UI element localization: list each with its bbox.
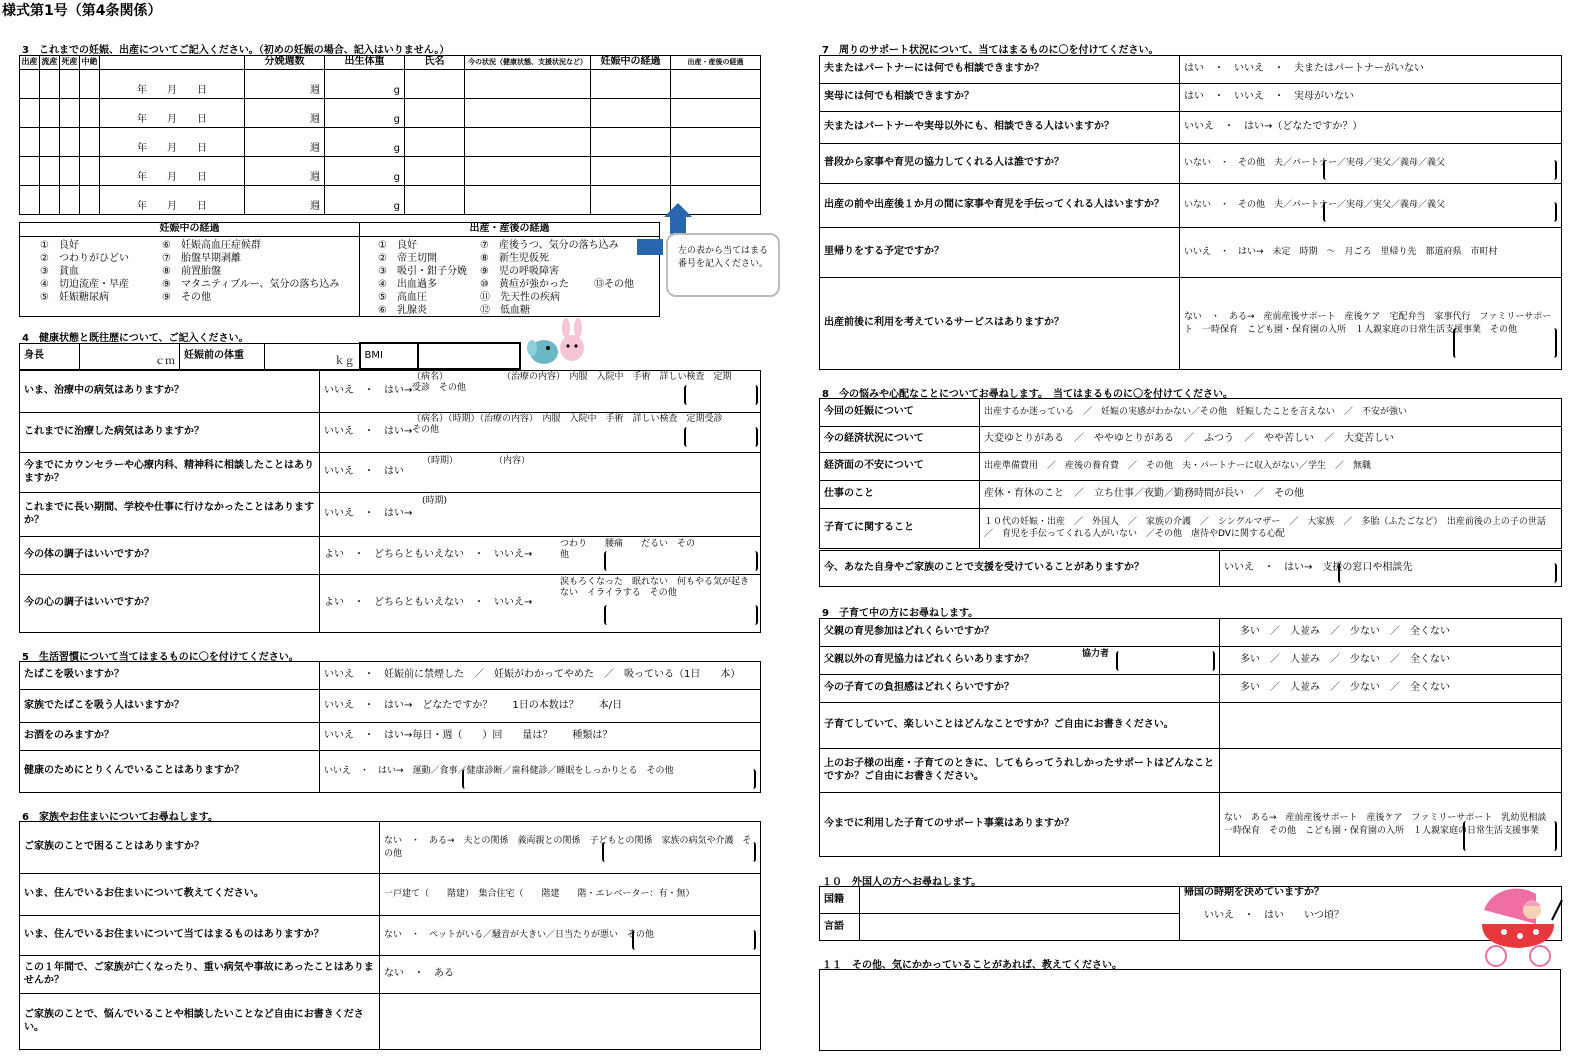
header-weight: 出生体重 [325,56,405,70]
history-row[interactable] [20,98,761,127]
header-pregnancy-course: 妊娠中の経過 [591,56,671,70]
answer-options[interactable]: 出産準備費用 ／ 産後の養育費 ／ その他 夫・パートナーに収入がない／学生 ／ 無職 [980,453,1562,481]
question: 今、あなた自身やご家族のことで支援を受けていることがありますか？ [820,551,1220,587]
answer-options[interactable]: 多い ／ 人並み ／ 少ない ／ 全くない [1220,675,1562,703]
question: 家族でたばこを吸う人はいますか？ [20,690,320,723]
history-weight[interactable]: g [325,156,405,185]
answer-detail[interactable]: (時期) [422,496,448,506]
question: いま、住んでいるお住まいについて当てはまるものはありますか？ [20,916,380,956]
history-weight[interactable]: g [325,98,405,127]
answer-options[interactable]: はい ・ いいえ ・ 夫またはパートナーがいない [1180,56,1562,84]
question: 子育てに関すること [820,509,980,549]
bmi-label: BMI [360,343,418,369]
other-concerns-field[interactable] [819,969,1561,1051]
answer-options[interactable]: １０代の妊娠・出産 ／ 外国人 ／ 家族の介護 ／ シングルマザー ／ 大家族 ／ 多胎（ふたごなど） 出産前後の上の子の世話 ／ 育児を手伝ってくれる人がいない ／その他 虐待やDVに関する心配 [980,509,1562,549]
answer-options[interactable]: いない ・ その他 夫／パートナー／実母／実父／義母／義父 [1184,200,1446,211]
legend-item: ⑬その他 [594,278,634,290]
answer-detail[interactable]: （時期） （内容） [422,456,531,466]
return-question: 帰国の時期を決めていますか？ [1184,887,1324,898]
header-abortion: 中絶 [80,56,100,70]
legend-item: ③ 吸引・鉗子分娩 [378,265,467,277]
return-options[interactable]: いいえ ・ はい いつ頃？ [1204,909,1344,921]
helper-bracket[interactable] [1116,651,1215,671]
answer-detail[interactable]: 涙もろくなった 眠れない 何もやる気が起きない イライラする その他 [560,577,750,599]
legend-item: ⑨ 児の呼吸障害 [480,265,559,277]
question: 上のお子様の出産・子育てのときに、してもらってうれしかったサポートはどんなことですか？ご自由にお書きください。 [820,749,1220,793]
answer-options[interactable]: いいえ ・ はい→ 支援の窓口や相談先 [1224,562,1413,574]
height-field[interactable]: ｃｍ [80,343,180,369]
question: 父親以外の育児協力はどれくらいありますか？ [824,654,1034,666]
note-callout: 左の表から当てはまる番号を記入ください。 [666,233,780,297]
answer-options[interactable]: いいえ ・ はい→ 運動／食事／健康診断／歯科健診／睡眠をしっかりとる その他 [324,766,674,777]
support-table [819,55,1562,370]
question: 夫またはパートナーや実母以外にも、相談できる人はいますか？ [820,112,1180,144]
history-weight[interactable]: g [325,127,405,156]
foreigner-table [819,886,1562,941]
answer-options[interactable]: いいえ ・ はい→（どなたですか？） [1180,112,1562,144]
legend-item: ⑪ 先天性の疾病 [480,291,560,303]
answer-options[interactable]: いいえ ・ はい→ [324,508,413,520]
language-label: 言語 [820,914,860,941]
answer-options[interactable]: いいえ ・ はい→ どなたですか？ 1日の本数は？ 本/日 [320,690,761,723]
section-10-title: １０ 外国人の方へお尋ねします。 [822,877,982,888]
other-bracket[interactable] [604,551,758,571]
answer-options[interactable]: 産休・育休のこと ／ 立ち仕事／夜勤／勤務時間が長い ／ その他 [980,481,1562,509]
legend-item: ⑩ 黄疸が強かった [480,278,569,290]
answer-options[interactable]: 大変ゆとりがある ／ ややゆとりがある ／ ふつう ／ やや苦しい ／ 大変苦しい [980,427,1562,453]
other-bracket[interactable] [684,427,758,447]
legend-item: ① 良好 [378,239,417,251]
legend-item: ⑦ 胎盤早期剥離 [162,252,241,264]
question: 出産の前や出産後１か月の間に家事や育児を手伝ってくれる人はいますか？ [820,184,1180,228]
answer-options[interactable]: ない ・ ある→ 夫との関係 義両親との関係 子どもとの関係 家族の病気や介護 その他 [384,836,752,859]
legend-item: ⑧ 新生児仮死 [480,252,549,264]
answer-options[interactable]: ない ある→ 産前産後サポート 産後ケア ファミリーサポート 乳幼児相談 一時保育 その他 こども園・保育園の入所 １人親家庭の日常生活支援事業 [1224,813,1556,836]
question: いま、治療中の病気はありますか？ [20,371,320,413]
section-3-title: 3 これまでの妊娠、出産についてご記入ください。（初めの妊娠の場合、記入はいりません。） [22,45,450,56]
answer-options[interactable]: いいえ ・ はい→ [324,385,413,397]
legend-item: ⑫ 低血糖 [480,304,530,316]
other-bracket[interactable] [1453,328,1557,358]
pregnancy-history-table [19,55,761,215]
question: 夫またはパートナーには何でも相談できますか？ [820,56,1180,84]
history-weeks[interactable]: 週 [245,98,325,127]
question: たばこを吸いますか？ [20,662,320,690]
question: 父親の育児参加はどれくらいですか？ [820,619,1220,647]
legend-item: ⑨ その他 [162,291,211,303]
question: これまでに長い期間、学校や仕事に行けなかったことはありますか？ [20,493,320,537]
answer-options[interactable]: いない ・ その他 夫／パートナー／実母／実父／義母／義父 [1184,158,1446,169]
history-date[interactable]: 年 月 日 [100,156,245,185]
question: この１年間で、ご家族が亡くなったり、重い病気や事故にあったことはありませんか？ [20,956,380,994]
legend-birth-title: 出産・産後の経過 [360,223,660,237]
bmi-field[interactable] [418,343,520,369]
legend-item: ③ 貧血 [40,265,79,277]
question: 子育てしていて、楽しいことはどんなことですか？ご自由にお書きください。 [820,703,1220,749]
question: ご家族のことで、悩んでいることや相談したいことなど自由にお書きください。 [20,994,380,1050]
worries-table [819,398,1562,549]
history-weeks[interactable]: 週 [245,156,325,185]
answer-options[interactable]: ない ・ ある→ 産前産後サポート 産後ケア 宅配弁当 家事代行 ファミリーサポート 一時保育 こども園・保育園の入所 １人親家庭の日常生活支援事業 その他 [1184,312,1552,335]
answer-options[interactable]: いいえ ・ はい→ [324,426,413,438]
question: お酒をのみますか？ [20,723,320,751]
legend-item: ② 帝王切開 [378,252,437,264]
question: 健康のためにとりくんでいることはありますか？ [20,751,320,793]
question: 経済面の不安について [820,453,980,481]
parenting-table [819,618,1562,857]
question: 出産前後に利用を考えているサービスはありますか？ [820,278,1180,370]
history-weight[interactable]: g [325,185,405,214]
legend-item: ② つわりがひどい [40,252,129,264]
health-history-table [19,370,761,633]
answer-options[interactable]: よい ・ どちらともいえない ・ いいえ→ [324,597,533,609]
family-table [19,821,761,1050]
answer-options[interactable]: 多い ／ 人並み ／ 少ない ／ 全くない [1220,647,1562,675]
other-bracket[interactable] [462,769,756,789]
question: 今の子育ての負担感はどれくらいですか？ [820,675,1220,703]
weight-label: 妊娠前の体重 [180,343,265,369]
header-status: 今の状況（健康状態、支援状況など） [465,56,591,70]
answer-options[interactable]: いいえ ・ はい→毎日・週（ ）回 量は？ 種類は？ [320,723,761,751]
section-8-title: 8 今の悩みや心配なことについてお尋ねします。 当てはまるものに〇を付けてください。 [822,389,1233,400]
free-text-field[interactable] [1220,749,1562,793]
history-weeks[interactable]: 週 [245,185,325,214]
legend-item: ⑤ 高血圧 [378,291,427,303]
history-row[interactable] [20,185,761,214]
country-label: 国籍 [820,887,860,914]
answer-options[interactable]: 一戸建て（ 階建） 集合住宅（ 階建 階・エレベーター：有・無） [380,874,761,916]
section-11-title: １１ その他、気にかかっていることがあれば、教えてください。 [822,960,1122,971]
baby-carriage-icon [1476,880,1568,968]
history-row[interactable] [20,127,761,156]
legend-item: ④ 切迫流産・早産 [40,278,129,290]
header-date [100,56,245,70]
free-text-field[interactable] [1220,703,1562,749]
answer-options[interactable]: ない ・ ペットがいる／騒音が大きい／日当たりが悪い その他 [384,930,655,941]
question: 実母には何でも相談できますか？ [820,84,1180,112]
answer-options[interactable]: 多い ／ 人並み ／ 少ない ／ 全くない [1220,619,1562,647]
question: 今の体の調子はいいですか？ [20,537,320,575]
answer-options[interactable]: いいえ ・ はい→ 未定 時期 ～ 月ごろ 里帰り先 都道府県 市町村 [1180,228,1562,278]
history-weight[interactable]: g [325,69,405,98]
answer-detail[interactable]: （病名） （治療の内容） 内服 入院中 手術 詳しい検査 定期受診 その他 [412,372,732,394]
header-miscarriage: 流産 [40,56,60,70]
legend-item: ⑤ 妊娠糖尿病 [40,291,109,303]
language-field[interactable] [860,914,1180,941]
course-legend-table [19,222,660,317]
legend-item: ① 良好 [40,239,79,251]
legend-item: ⑦ 産後うつ、気分の落ち込み [480,239,619,251]
question: 普段から家事や育児の協力してくれる人は誰ですか？ [820,144,1180,184]
history-weeks[interactable]: 週 [245,69,325,98]
answer-detail[interactable]: つわり 腰痛 だるい その他 [560,539,696,561]
question: 里帰りをする予定ですか？ [820,228,1180,278]
answer-options[interactable]: いいえ ・ はい [324,466,404,478]
answer-options[interactable]: いいえ ・ 妊娠前に禁煙した ／ 妊娠がわかってやめた ／ 吸っている（1日 本） [320,662,761,690]
question: ご家族のことで困ることはありますか？ [20,822,380,874]
legend-item: ⑥ 妊娠高血圧症候群 [162,239,261,251]
section-9-title: 9 子育て中の方にお尋ねします。 [822,608,979,619]
other-bracket[interactable] [1323,160,1557,180]
weight-field[interactable]: ｋｇ [265,343,360,369]
page-title: 様式第1号（第4条関係） [2,3,162,19]
answer-options[interactable]: よい ・ どちらともいえない ・ いいえ→ [324,549,533,561]
answer-options[interactable]: はい ・ いいえ ・ 実母がいない [1180,84,1562,112]
arrow-up-icon [664,203,692,217]
history-date[interactable]: 年 月 日 [100,127,245,156]
question: これまでに治療した病気はありますか？ [20,413,320,453]
legend-item: ④ 出血過多 [378,278,437,290]
history-date[interactable]: 年 月 日 [100,69,245,98]
question: 今の心の調子はいいですか？ [20,575,320,633]
other-bracket[interactable] [602,842,756,862]
answer-options[interactable]: ない ・ ある [380,956,761,994]
free-text-field[interactable] [380,994,761,1050]
header-name: 氏名 [405,56,465,70]
lifestyle-table [19,661,761,793]
other-bracket[interactable] [1463,821,1557,851]
history-date[interactable]: 年 月 日 [100,98,245,127]
section-5-title: 5 生活習慣について当てはまるものに〇を付けてください。 [22,652,299,663]
arrow-left-icon [637,239,663,255]
other-bracket[interactable] [1323,202,1557,222]
answer-options[interactable]: 出産するか迷っている ／ 妊娠の実感がわかない／その他 妊娠したことを言えない ／ 不安が強い [980,399,1562,427]
mascot-icon [526,318,590,368]
question: 仕事のこと [820,481,980,509]
question: 今回の妊娠について [820,399,980,427]
history-weeks[interactable]: 週 [245,127,325,156]
support-received-table [819,550,1562,587]
question: いま、住んでいるお住まいについて教えてください。 [20,874,380,916]
arrow-stem-icon [670,216,686,234]
other-bracket[interactable] [684,385,758,405]
header-birth: 出産 [20,56,40,70]
history-date[interactable]: 年 月 日 [100,185,245,214]
section-4-title: 4 健康状態と既往歴について、ご記入ください。 [22,333,249,344]
header-birth-course: 出産・産後の経過 [671,56,761,70]
question: 今の経済状況について [820,427,980,453]
legend-item: ⑧ 前置胎盤 [162,265,221,277]
section-7-title: 7 周りのサポート状況について、当てはまるものに〇を付けてください。 [822,45,1159,56]
height-label: 身長 [20,343,80,369]
header-stillbirth: 死産 [60,56,80,70]
other-bracket[interactable] [604,605,758,625]
legend-pregnancy-title: 妊娠中の経過 [20,223,360,237]
question: 今までにカウンセラーや心療内科、精神科に相談したことはありますか？ [20,453,320,493]
body-measure-table [19,342,521,370]
helper-label: 協力者 [1082,649,1110,659]
history-row[interactable] [20,156,761,185]
answer-detail[interactable]: （病名）（時期）（治療の内容） 内服 入院中 手術 詳しい検査 定期受診 その他 [412,414,732,436]
question: 今までに利用した子育てのサポート事業はありますか？ [820,793,1220,857]
other-bracket[interactable] [1338,563,1557,583]
history-row[interactable] [20,69,761,98]
other-bracket[interactable] [632,930,756,950]
section-6-title: 6 家族やお住まいについてお尋ねします。 [22,812,218,823]
legend-item: ⑨ マタニティブルー、気分の落ち込み [162,278,340,290]
country-field[interactable] [860,887,1180,914]
legend-item: ⑥ 乳腺炎 [378,304,427,316]
header-weeks: 分娩週数 [245,56,325,70]
